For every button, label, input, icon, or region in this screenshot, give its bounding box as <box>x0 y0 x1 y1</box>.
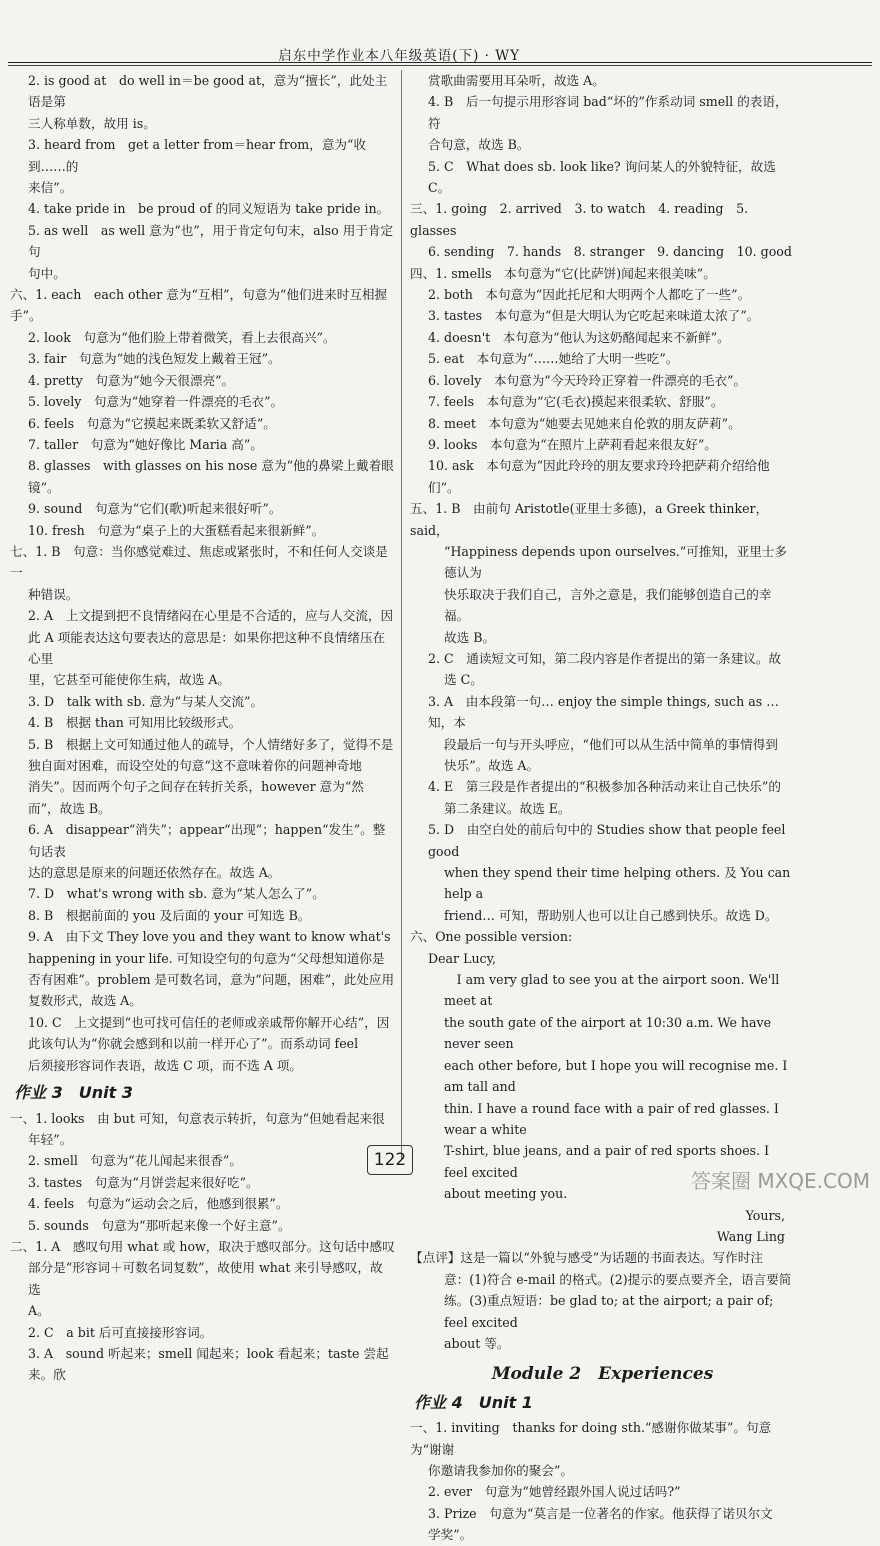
answer-line: 否有困难”。problem 是可数名词，意为“问题，困难”，此处应用 <box>28 972 395 988</box>
answer-line: each other before, but I hope you will recognise me. I am tall and <box>444 1057 788 1095</box>
page-header <box>0 0 880 64</box>
answer-line: 5. sounds 句意为“那听起来像一个好主意”。 <box>28 1217 291 1233</box>
answer-line: 里，它甚至可能使你生病，故选 A。 <box>28 672 231 688</box>
answer-line: 5. eat 本句意为“……她给了大明一些吃”。 <box>428 351 679 367</box>
answer-line: 6. feels 句意为“它摸起来既柔软又舒适”。 <box>28 415 276 431</box>
answer-line: 8. meet 本句意为“她要去见她来自伦敦的朋友萨莉”。 <box>428 415 741 431</box>
answer-line: 4. doesn't 本句意为“他认为这奶酪闻起来不新鲜”。 <box>428 329 730 345</box>
answer-line: when they spend their time helping others. 及 You can help a <box>444 865 791 902</box>
answer-line: 6. A disappear“消失”；appear“出现”；happen“发生”。整句话表 <box>28 822 386 859</box>
answer-line: 2. A 上文提到把不良情绪闷在心里是不合适的，应与人交流，因 <box>28 608 394 624</box>
answer-line: 而”，故选 B。 <box>28 800 111 816</box>
answer-line: 6. sending 7. hands 8. stranger 9. dancing 10. good <box>428 244 792 260</box>
answer-line: 达的意思是原来的问题还依然存在。故选 A。 <box>28 865 281 881</box>
answer-line: Dear Lucy, <box>428 950 497 966</box>
answer-line: 3. D talk with sb. 意为“与某人交流”。 <box>28 693 264 709</box>
answer-line: 四、1. smells 本句意为“它(比萨饼)闻起来很美味”。 <box>410 265 716 281</box>
answer-line: 2. C 通读短文可知，第二段内容是作者提出的第一条建议。故 <box>428 650 782 666</box>
answer-line: 2. smell 句意为“花儿闻起来很香”。 <box>28 1153 242 1169</box>
answer-line: 故选 B。 <box>444 629 496 645</box>
answer-line: 一、1. inviting thanks for doing sth.“感谢你做某事”。句意为“谢谢 <box>410 1420 772 1457</box>
answer-line: about 等。 <box>444 1335 510 1351</box>
answer-line: 你邀请我参加你的聚会”。 <box>428 1463 573 1478</box>
answer-line: 六、1. each each other 意为“互相”，句意为“他们进来时互相握手”。 <box>10 287 388 324</box>
answer-line: the south gate of the airport at 10:30 a.m. We have never seen <box>444 1014 772 1052</box>
section-heading: Module 2 Experiences <box>491 1364 714 1385</box>
answer-line: 赏歌曲需要用耳朵听，故选 A。 <box>428 73 605 88</box>
column-divider <box>401 70 402 1160</box>
answer-line: 选 C。 <box>444 672 483 688</box>
answer-line: 3. Prize 句意为“莫言是一位著名的作家。他获得了诺贝尔文 <box>428 1505 773 1521</box>
answer-line: 9. looks 本句意为“在照片上萨莉看起来很友好”。 <box>428 436 717 452</box>
answer-line: 3. tastes 句意为“月饼尝起来很好吃”。 <box>28 1174 259 1190</box>
answer-line: 段最后一句与开头呼应，“他们可以从生活中简单的事情得到 <box>444 736 778 752</box>
answer-line: 后须接形容词作表语，故选 C 项，而不选 A 项。 <box>28 1057 303 1073</box>
answer-line: 3. A sound 听起来；smell 闻起来；look 看起来；taste 尝起来。欣 <box>28 1345 389 1383</box>
answer-line: A。 <box>28 1303 50 1319</box>
answer-line: 5. C What does sb. look like? 询问某人的外貌特征，故选 C。 <box>428 158 776 196</box>
answer-line: I am very glad to see you at the airport soon. We'll meet at <box>444 972 780 1009</box>
answer-line: 三人称单数，故用 is。 <box>28 115 156 131</box>
answer-line: thin. I have a round face with a pair of red glasses. I wear a white <box>444 1100 779 1137</box>
answer-line: 4. E 第三段是作者提出的“积极参加各种活动来让自己快乐”的 <box>428 779 781 795</box>
answer-line: “Happiness depends upon ourselves.”可推知，亚里士多德认为 <box>444 543 787 581</box>
answer-line: 2. ever 句意为“她曾经跟外国人说过话吗?” <box>428 1484 681 1500</box>
answer-line: 快乐取决于我们自己，言外之意是，我们能够创造自己的幸福。 <box>444 586 772 624</box>
answer-line: 五、1. B 由前句 Aristotle(亚里士多德)，a Greek thinker，said， <box>410 501 769 538</box>
left-column <box>10 70 395 1386</box>
answer-line: 来信”。 <box>28 180 73 196</box>
answer-line: 三、1. going 2. arrived 3. to watch 4. reading 5. glasses <box>410 201 749 238</box>
answer-line: 2. look 句意为“他们脸上带着微笑，看上去很高兴”。 <box>28 329 336 345</box>
answer-line: 7. taller 句意为“她好像比 Maria 高”。 <box>28 436 263 452</box>
answer-line: 练。(3)重点短语：be glad to; at the airport; a pair of; feel excited <box>444 1293 774 1330</box>
answer-line: about meeting you. <box>444 1186 568 1202</box>
answer-line: 句中。 <box>28 265 66 281</box>
header-title: 启东中学作业本八年级英语(下) · WY <box>278 48 520 64</box>
answer-line: 4. pretty 句意为“她今天很漂亮”。 <box>28 372 235 388</box>
answer-line: 2. C a bit 后可直接接形容词。 <box>28 1324 213 1340</box>
answer-line: 消失”。因而两个句子之间存在转折关系，however 意为“然 <box>28 779 364 795</box>
answer-line: 8. B 根据前面的 you 及后面的 your 可知选 B。 <box>28 907 311 923</box>
header-rule <box>8 62 872 63</box>
answer-line: T-shirt, blue jeans, and a pair of red sports shoes. I feel excited <box>444 1143 770 1180</box>
answer-line: 6. lovely 本句意为“今天玲玲正穿着一件漂亮的毛衣”。 <box>428 372 747 388</box>
answer-line: 意：(1)符合 e-mail 的格式。(2)提示的要点要齐全，语言要简 <box>444 1271 792 1287</box>
answer-line: 7. D what's wrong with sb. 意为“某人怎么了”。 <box>28 886 325 902</box>
answer-line: 学奖”。 <box>428 1527 473 1543</box>
answer-line: 2. is good at do well in＝be good at，意为“擅长”，此处主语是第 <box>28 73 388 110</box>
answer-line: 3. fair 句意为“她的浅色短发上戴着王冠”。 <box>28 351 281 367</box>
answer-line: 10. ask 本句意为“因此玲玲的朋友要求玲玲把萨莉介绍给他们”。 <box>428 458 770 495</box>
answer-line: 一、1. looks 由 but 可知，句意表示转折，句意为“但她看起来很 <box>10 1110 385 1126</box>
page-number: 122 <box>367 1145 413 1175</box>
answer-line: 9. A 由下文 They love you and they want to know what's <box>28 929 391 945</box>
answer-line: 10. fresh 句意为“桌子上的大蛋糕看起来很新鲜”。 <box>28 522 325 538</box>
section-heading: 作业 3 Unit 3 <box>14 1083 133 1103</box>
answer-line: 4. feels 句意为“运动会之后，他感到很累”。 <box>28 1196 289 1212</box>
answer-line: 部分是“形容词＋可数名词复数”，故使用 what 来引导感叹，故选 <box>28 1260 383 1297</box>
answer-line: 4. B 后一句提示用形容词 bad“坏的”作系动词 smell 的表语，符 <box>428 94 788 131</box>
section-heading: 作业 4 Unit 1 <box>414 1392 533 1412</box>
answer-line: 5. B 根据上文可知通过他人的疏导，个人情绪好多了，觉得不是 <box>28 736 394 752</box>
answer-line: 4. B 根据 than 可知用比较级形式。 <box>28 715 242 731</box>
answer-line: happening in your life. 可知设空句的句意为“父母想知道你是 <box>28 950 385 966</box>
answer-line: 复数形式，故选 A。 <box>28 993 142 1009</box>
answer-line: 5. as well as well 意为“也”，用于肯定句句末，also 用于肯定句 <box>28 222 394 260</box>
watermark-logo: 答案圈 MXQE.COM <box>690 1169 870 1193</box>
answer-line: 4. take pride in be proud of 的同义短语为 take pride in。 <box>28 201 390 217</box>
answer-line: 独自面对困难，而设空处的句意“这不意味着你的问题神奇地 <box>28 758 362 773</box>
answer-line: 第二条建议。故选 E。 <box>444 800 571 816</box>
right-column <box>410 70 795 1546</box>
answer-line: 七、1. B 句意：当你感觉难过、焦虑或紧张时，不和任何人交谈是一 <box>10 543 388 581</box>
answer-line: 8. glasses with glasses on his nose 意为“他的鼻梁上戴着眼镜”。 <box>28 458 394 495</box>
answer-line: 3. heard from get a letter from＝hear from，意为“收到……的 <box>28 137 367 174</box>
answer-line: 5. lovely 句意为“她穿着一件漂亮的毛衣”。 <box>28 394 284 410</box>
answer-line: 种错误。 <box>28 586 79 602</box>
answer-line: Yours, <box>745 1207 785 1223</box>
answer-line: 10. C 上文提到“也可找可信任的老师或亲戚帮你解开心结”，因 <box>28 1014 390 1030</box>
answer-line: 7. feels 本句意为“它(毛衣)摸起来很柔软、舒服”。 <box>428 394 724 410</box>
answer-line: 此该句认为“你就会感到和以前一样开心了”。而系动词 feel <box>28 1036 359 1052</box>
answer-line: 合句意，故选 B。 <box>428 137 530 153</box>
header-rule-thin <box>8 65 872 66</box>
answer-line: Wang Ling <box>716 1228 785 1244</box>
answer-line: 快乐”。故选 A。 <box>444 758 540 773</box>
answer-line: 2. both 本句意为“因此托尼和大明两个人都吃了一些”。 <box>428 287 751 303</box>
answer-line: friend… 可知，帮助别人也可以让自己感到快乐。故选 D。 <box>444 907 778 923</box>
answer-line: 二、1. A 感叹句用 what 或 how，取决于感叹部分。这句话中感叹 <box>10 1238 395 1254</box>
answer-line: 3. A 由本段第一句… enjoy the simple things, such as … 知，本 <box>428 693 779 731</box>
answer-line: 【点评】这是一篇以“外貌与感受”为话题的书面表达。写作时注 <box>410 1250 763 1266</box>
answer-line: 5. D 由空白处的前后句中的 Studies show that people feel good <box>428 822 786 859</box>
answer-line: 六、One possible version: <box>410 929 573 945</box>
answer-line: 3. tastes 本句意为“但是大明认为它吃起来味道太浓了”。 <box>428 308 760 324</box>
answer-line: 此 A 项能表达这句要表达的意思是：如果你把这种不良情绪压在心里 <box>28 629 386 666</box>
answer-line: 年轻”。 <box>28 1131 73 1147</box>
answer-line: 9. sound 句意为“它们(歌)听起来很好听”。 <box>28 501 282 517</box>
